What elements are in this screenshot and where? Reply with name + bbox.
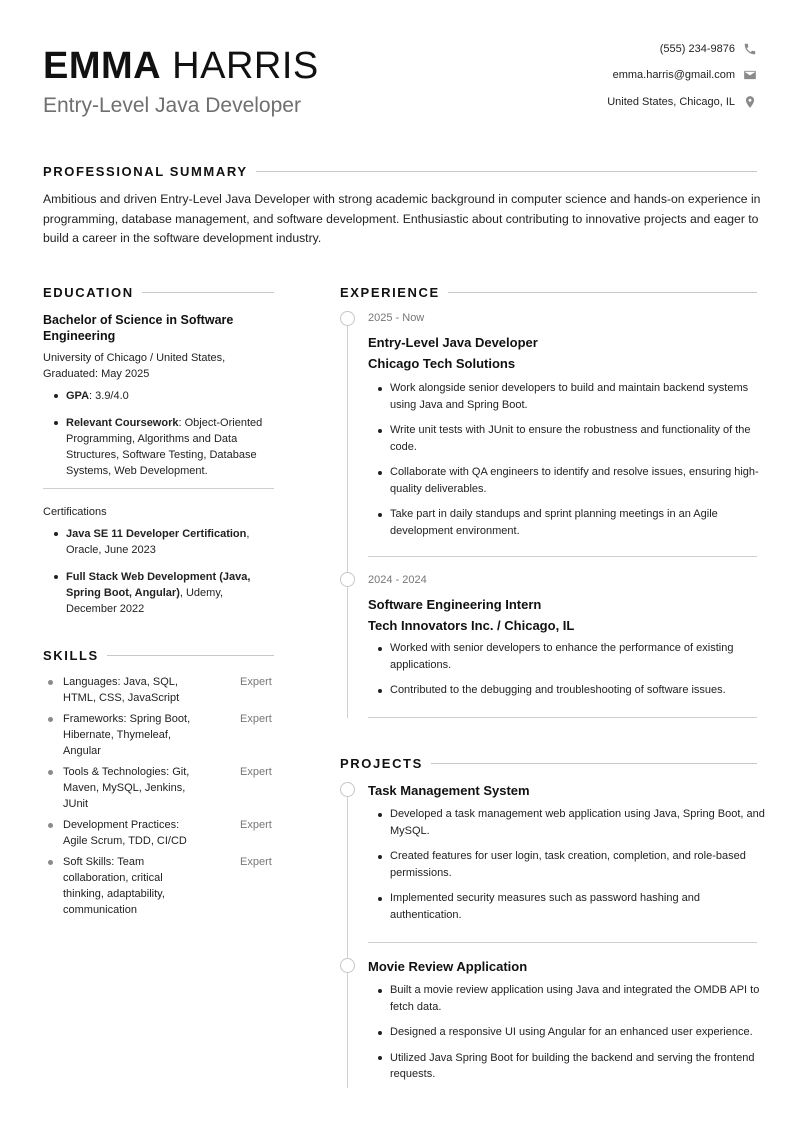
contact-phone: [660, 42, 757, 56]
list-item: Developed a task management web application using Java, Spring Boot, and MySQL.: [368, 806, 770, 839]
list-item: Designed a responsive UI using Angular for an enhanced user experience.: [368, 1024, 770, 1041]
timeline-node: [340, 958, 355, 973]
skills-heading: SKILLS: [43, 648, 274, 663]
degree-title: Bachelor of Science in Software Engineering: [43, 313, 234, 343]
divider: [368, 942, 757, 943]
graduation-date: Graduated: May 2025: [43, 368, 150, 380]
education-details: [43, 388, 274, 479]
skill-item: Tools & Technologies: Git, Maven, MySQL, Jenkins, JUnit Expert: [43, 764, 274, 812]
job-title: Entry-Level Java Developer: [368, 335, 538, 350]
job-company: Chicago Tech Solutions: [368, 356, 516, 371]
list-item: Implemented security measures such as password hashing and authentication.: [368, 890, 770, 923]
list-item: Contributed to the debugging and troubleshooting of software issues.: [368, 682, 770, 699]
education-heading: EDUCATION: [43, 285, 274, 300]
project-bullets: [368, 806, 770, 923]
location-pin-icon: [743, 95, 757, 109]
first-name: EMMA: [43, 45, 162, 87]
project-title: Task Management System: [368, 783, 530, 798]
list-item: Java SE 11 Developer Certification, Oracle, June 2023: [43, 526, 274, 558]
project-entry: [368, 780, 770, 932]
job-company: Tech Innovators Inc. / Chicago, IL: [368, 618, 575, 633]
project-title: Movie Review Application: [368, 959, 528, 974]
list-item: Collaborate with QA engineers to identify and resolve issues, ensuring high-quality deliverables.: [368, 464, 770, 497]
summary-text: Ambitious and driven Entry-Level Java Developer with strong academic background in computer science and hands-on experience in programming, database management, and software development. Enthusiastic about contributing to innovative projects and eager to build a career in the software development industry.: [43, 192, 761, 245]
candidate-role: Entry-Level Java Developer: [43, 94, 301, 117]
list-item: Relevant Coursework: Object-Oriented Programming, Algorithms and Data Structures, Software Testing, Database Systems, Web Development.: [43, 415, 274, 479]
job-title: Software Engineering Intern: [368, 597, 542, 612]
experience-entry: [368, 310, 770, 548]
list-item: GPA: 3.9/4.0: [43, 388, 274, 404]
list-item: Take part in daily standups and sprint planning meetings in an Agile development environment.: [368, 506, 770, 539]
divider: [368, 717, 757, 718]
list-item: Worked with senior developers to enhance the performance of existing applications.: [368, 640, 770, 673]
skill-level: Expert: [240, 766, 272, 778]
skill-item: Frameworks: Spring Boot, Hibernate, Thymeleaf, Angular Expert: [43, 711, 274, 759]
contact-location: [607, 95, 757, 109]
phone-text: (555) 234-9876: [659, 43, 735, 55]
divider: [43, 488, 274, 489]
education-block: [43, 312, 274, 617]
list-item: Work alongside senior developers to build and maintain backend systems using Java and Spring Boot.: [368, 380, 770, 413]
experience-timeline: [347, 318, 348, 718]
experience-heading: EXPERIENCE: [340, 285, 757, 300]
skill-item: Development Practices: Agile Scrum, TDD, CI/CD Expert: [43, 817, 274, 849]
projects-heading: PROJECTS: [340, 756, 757, 771]
email-text: emma.harris@gmail.com: [612, 69, 735, 81]
last-name: HARRIS: [172, 45, 319, 87]
divider: [368, 556, 757, 557]
projects-timeline: [347, 790, 348, 1088]
certifications-heading: Certifications: [43, 506, 107, 518]
list-item: Full Stack Web Development (Java, Spring Boot, Angular), Udemy, December 2022: [43, 569, 274, 617]
job-bullets: [368, 640, 770, 699]
summary-heading: PROFESSIONAL SUMMARY: [43, 164, 757, 179]
candidate-name: [43, 44, 319, 88]
skill-level: Expert: [240, 713, 272, 725]
skills-list: [43, 674, 274, 918]
project-bullets: [368, 982, 770, 1083]
list-item: Write unit tests with JUnit to ensure the robustness and functionality of the code.: [368, 422, 770, 455]
list-item: Created features for user login, task creation, completion, and role-based permissions.: [368, 848, 770, 881]
phone-icon: [743, 42, 757, 56]
location-text: United States, Chicago, IL: [607, 96, 735, 108]
skill-level: Expert: [240, 676, 272, 688]
skill-level: Expert: [240, 819, 272, 831]
timeline-node: [340, 782, 355, 797]
timeline-node: [340, 311, 355, 326]
list-item: Built a movie review application using Java and integrated the OMDB API to fetch data.: [368, 982, 770, 1015]
timeline-node: [340, 572, 355, 587]
contact-email: [613, 68, 757, 82]
skill-level: Expert: [240, 856, 272, 868]
project-entry: [368, 956, 770, 1092]
skill-item: Soft Skills: Team collaboration, critical thinking, adaptability, communication Expert: [43, 854, 274, 918]
job-dates: 2024 - 2024: [368, 574, 427, 586]
mail-icon: [743, 68, 757, 82]
certifications-list: [43, 526, 274, 617]
job-bullets: [368, 380, 770, 539]
experience-entry: [368, 572, 770, 708]
school-name: University of Chicago / United States,: [43, 352, 226, 364]
skill-item: Languages: Java, SQL, HTML, CSS, JavaScript Expert: [43, 674, 274, 706]
job-dates: 2025 - Now: [368, 312, 425, 324]
list-item: Utilized Java Spring Boot for building the backend and serving the frontend requests.: [368, 1050, 770, 1083]
